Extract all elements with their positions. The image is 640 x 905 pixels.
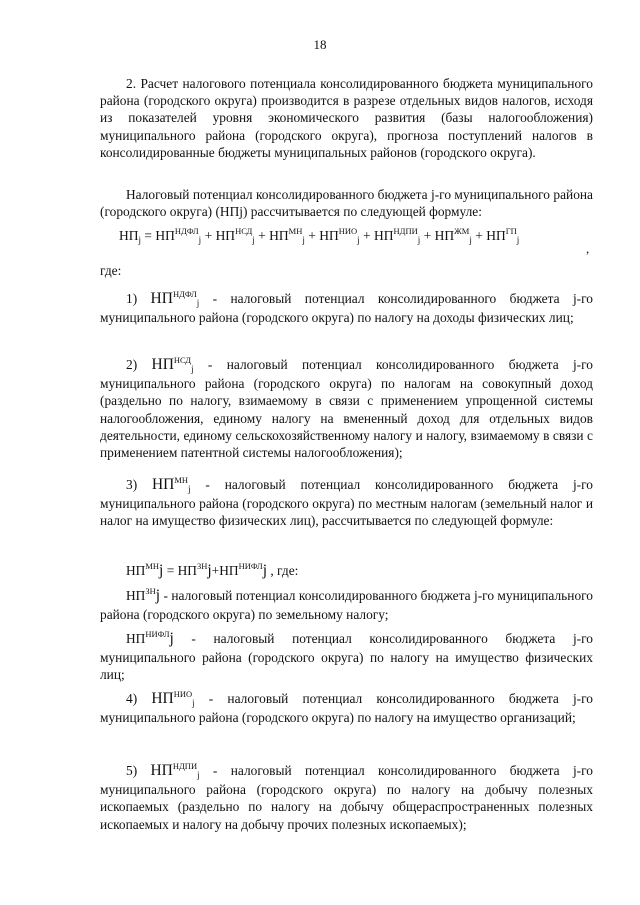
- formula-term-1-base: НП: [155, 228, 175, 243]
- item-1-symbol: НП: [150, 290, 173, 307]
- sub-item-nifl-sup: НИФЛ: [145, 629, 170, 639]
- item-2-sub: j: [191, 364, 194, 374]
- item-4: [100, 690, 593, 726]
- formula-trailing-comma: ,: [586, 241, 590, 256]
- item-3-text: - налоговый потенциал консолидированного бюджета j-го муниципального района (городского округа) по местным налогам (земельный налог и налог на имущество физических лиц), рассчитывается по следующей формуле:: [100, 477, 593, 529]
- item-4-number: 4): [126, 691, 138, 706]
- formula-term-2-sub: j: [252, 235, 255, 245]
- sub-formula-base1: НП: [126, 563, 146, 578]
- item-5-sup: НДПИ: [172, 761, 198, 771]
- item-3: [100, 476, 593, 530]
- sub-formula-j1: j: [159, 562, 164, 579]
- formula-term-1-sup: НДФЛ: [174, 226, 199, 236]
- item-3-sup: МН: [174, 475, 189, 485]
- where-label: где:: [100, 263, 122, 278]
- formula-term-3-operator: +: [304, 228, 320, 243]
- formula-term-3-sub: j: [302, 235, 305, 245]
- item-3-number: 3): [126, 477, 138, 492]
- item-1-sup: НДФЛ: [172, 289, 197, 299]
- sub-formula-j3: j: [262, 562, 268, 579]
- sub-formula-sup3: НИФЛ: [238, 561, 263, 571]
- sub-formula-sup1: МН: [145, 561, 160, 571]
- formula-terms: [155, 228, 519, 243]
- sub-formula-base3: НП: [219, 563, 239, 578]
- formula-lhs-sub: j: [138, 235, 142, 245]
- sub-item-nifl-j: j: [169, 630, 174, 647]
- item-4-sup: НИО: [173, 689, 193, 699]
- formula-term-4-operator: +: [359, 228, 375, 243]
- formula-term-5-sup: НДПИ: [393, 226, 418, 236]
- item-5: [100, 762, 593, 833]
- formula-term-3-base: НП: [269, 228, 289, 243]
- formula-term-7-base: НП: [486, 228, 506, 243]
- sub-item-zn: [100, 587, 593, 623]
- formula-term-1-sub: j: [198, 235, 202, 245]
- paragraph-formula-intro: Налоговый потенциал консолидированного бюджета j-го муниципального района (городского округа) (НПj) рассчитывается по следующей формуле:: [100, 187, 593, 220]
- formula-term-7-sub: j: [516, 235, 520, 245]
- formula-term-6-operator: +: [471, 228, 487, 243]
- formula-term-6-sup: ЖМ: [454, 226, 470, 236]
- item-3-symbol: НП: [151, 476, 175, 493]
- item-4-text: - налоговый потенциал консолидированного бюджета j-го муниципального района (городского округа) по налогу на имущество организаций;: [100, 691, 593, 726]
- formula-term-5-sub: j: [417, 235, 421, 245]
- page-number: 18: [313, 37, 327, 52]
- item-2-sup: НСД: [173, 355, 192, 365]
- item-4-symbol: НП: [151, 690, 174, 707]
- formula-term-2-base: НП: [215, 228, 236, 243]
- item-2: [100, 356, 593, 461]
- item-5-sub: j: [197, 770, 200, 780]
- formula-term-5-base: НП: [374, 228, 394, 243]
- sub-item-zn-j: j: [155, 587, 161, 604]
- formula-eq: =: [141, 228, 156, 243]
- item-3-sub: j: [188, 484, 191, 494]
- formula-term-3-sup: МН: [288, 226, 303, 236]
- item-2-number: 2): [126, 357, 138, 372]
- sub-item-zn-text: - налоговый потенциал консолидированного бюджета j-го муниципального района (городского округа) по земельному налогу;: [100, 588, 593, 623]
- sub-formula-j2: j: [207, 562, 212, 579]
- item-1: [100, 290, 593, 326]
- item-1-sub: j: [196, 298, 200, 308]
- sub-item-nifl-text: - налоговый потенциал консолидированного бюджета j-го муниципального района (городского округа) по налогу на имущество физических лиц;: [100, 631, 593, 683]
- sub-formula-plus: +: [211, 563, 220, 578]
- sub-formula-eq: =: [163, 563, 178, 578]
- formula-term-6-base: НП: [434, 228, 455, 243]
- item-2-symbol: НП: [151, 356, 174, 373]
- main-formula: [119, 228, 599, 244]
- sub-item-zn-base: НП: [126, 588, 146, 603]
- sub-formula-tail: , где:: [267, 563, 299, 578]
- formula-term-4-base: НП: [319, 228, 339, 243]
- formula-term-4-sub: j: [357, 235, 360, 245]
- item-4-sub: j: [192, 698, 195, 708]
- sub-formula-base2: НП: [177, 563, 197, 578]
- sub-item-zn-sup: ЗН: [145, 586, 156, 596]
- formula-term-5-operator: +: [420, 228, 435, 243]
- sub-formula-sup2: ЗН: [196, 561, 208, 571]
- formula-term-1-operator: +: [201, 228, 216, 243]
- item-5-symbol: НП: [150, 762, 173, 779]
- item-5-number: 5): [126, 763, 138, 778]
- item-1-number: 1): [126, 291, 138, 306]
- formula-term-2-operator: +: [254, 228, 270, 243]
- sub-item-nifl-base: НП: [126, 631, 146, 646]
- formula-term-6-sub: j: [469, 235, 472, 245]
- sub-formula: [126, 562, 593, 581]
- item-2-text: - налоговый потенциал консолидированного бюджета j-го муниципального района (городского округа) по налогам на совокупный доход (раздельно по налогу, взимаемому в связи с применением упрощенной системы налогообложения, единому налогу на вмененный доход для отдельных видов деятельности, единому сельскохозяйственному налогу и налогу, взимаемому в связи с применением патентной системы налогообложения);: [100, 357, 593, 461]
- item-5-text: - налоговый потенциал консолидированного бюджета j-го муниципального района (городского округа) по налогу на добычу полезных ископаемых (раздельно по налогу на добычу общераспространенных полезных ископаемых и налогу на добычу прочих полезных ископаемых);: [100, 763, 593, 832]
- formula-lhs: НП: [119, 228, 139, 243]
- formula-term-2-sup: НСД: [235, 226, 253, 236]
- paragraph-intro: 2. Расчет налогового потенциала консолидированного бюджета муниципального района (городского округа) производится в разрезе отдельных видов налогов, исходя из показателей уровня экономического развития (базы налогообложения) муниципального района (городского округа), прогноза поступлений налогов в консолидированные бюджеты муниципальных районов (городского округа).: [100, 76, 593, 160]
- formula-term-7-sup: ГП: [505, 226, 517, 236]
- formula-term-4-sup: НИО: [338, 226, 358, 236]
- item-1-text: - налоговый потенциал консолидированного бюджета j-го муниципального района (городского округа) по налогу на доходы физических лиц;: [100, 291, 593, 326]
- sub-item-nifl: [100, 630, 593, 684]
